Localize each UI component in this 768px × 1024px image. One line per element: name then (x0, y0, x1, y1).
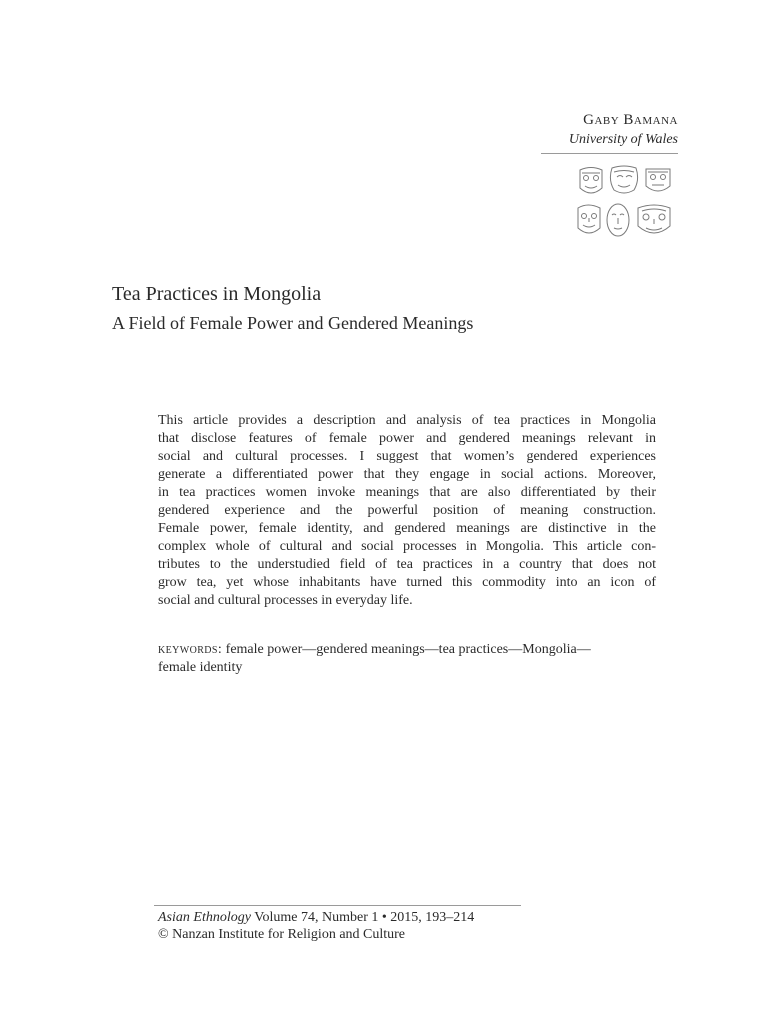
masks-logo-icon (574, 164, 676, 242)
abstract-line: This article provides a description and analysis of tea practices in Mongolia (158, 413, 656, 428)
abstract-line: complex whole of cultural and social processes in Mongolia. This article con- (158, 539, 656, 554)
keywords-text-continued: female identity (158, 660, 243, 675)
citation-footer (158, 909, 474, 943)
mask-bottom-left-icon (578, 205, 600, 233)
mask-bottom-middle-icon (607, 204, 629, 236)
abstract (158, 412, 656, 610)
author-affiliation: University of Wales (568, 132, 678, 147)
mask-top-right-icon (646, 169, 670, 191)
abstract-line: social and cultural processes. I suggest that women’s gendered experiences (158, 449, 656, 464)
abstract-line: grow tea, yet whose inhabitants have turned this commodity into an icon of (158, 575, 656, 590)
author-name: Gaby Bamana (583, 112, 678, 128)
abstract-line: that disclose features of female power and gendered meanings relevant in (158, 431, 656, 446)
footer-divider (154, 905, 521, 906)
citation-details: Volume 74, Number 1 • 2015, 193–214 (254, 910, 475, 925)
mask-top-middle-icon (610, 166, 637, 193)
abstract-line: Female power, female identity, and gendered meanings are distinctive in the (158, 521, 656, 536)
article-title: Tea Practices in Mongolia (112, 283, 322, 305)
mask-bottom-right-icon (638, 205, 670, 233)
article-subtitle: A Field of Female Power and Gendered Meanings (112, 313, 474, 333)
author-block (569, 110, 678, 150)
abstract-line: tributes to the understudied field of tea practices in a country that does not (158, 557, 656, 572)
abstract-line: gendered experience and the powerful position of meaning construction. (158, 503, 656, 518)
keywords (158, 641, 658, 677)
abstract-line: generate a differentiated power that they engage in social actions. Moreover, (158, 467, 656, 482)
keywords-label: keywords: (158, 642, 223, 657)
abstract-line: in tea practices women invoke meanings that are also differentiated by their (158, 485, 656, 500)
keywords-text: female power—gendered meanings—tea practices—Mongolia— (225, 642, 591, 657)
journal-name: Asian Ethnology (158, 910, 251, 925)
author-divider (541, 153, 678, 154)
copyright-notice: © Nanzan Institute for Religion and Culture (158, 927, 406, 942)
abstract-line: social and cultural processes in everyday life. (158, 593, 413, 608)
mask-top-left-icon (580, 168, 602, 194)
